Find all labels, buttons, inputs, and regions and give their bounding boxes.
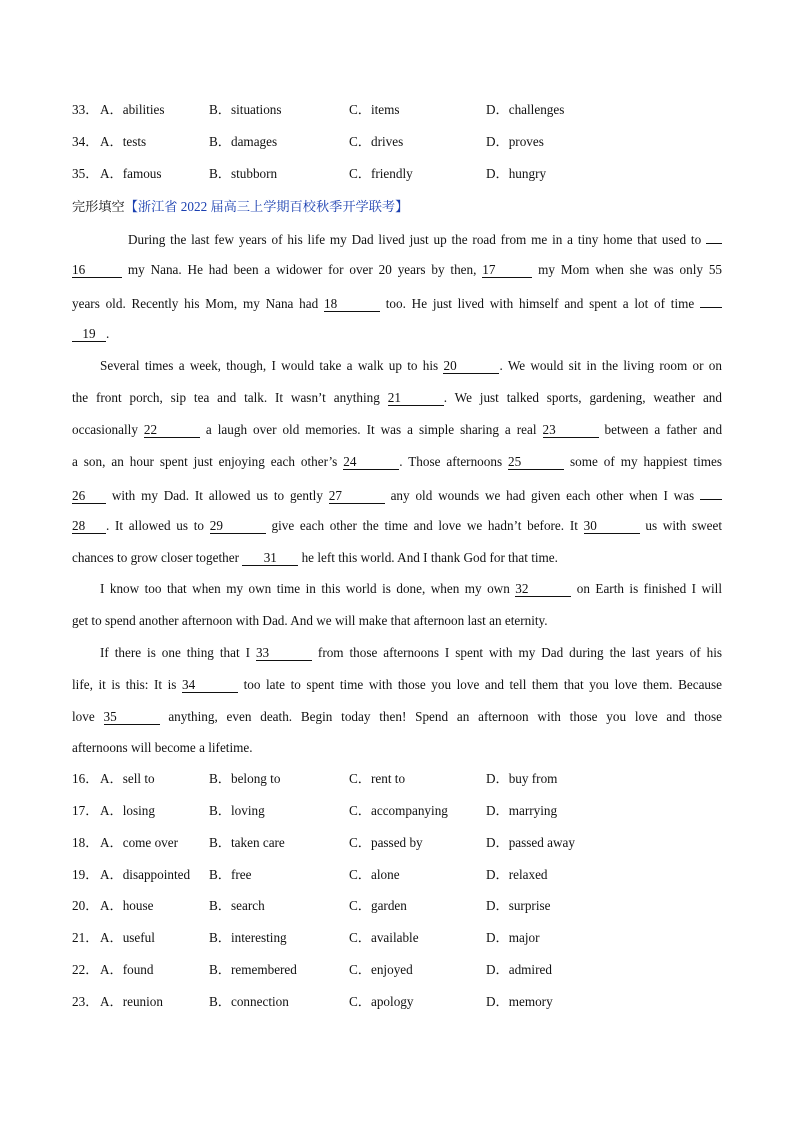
option-b: B．remembered xyxy=(209,962,297,977)
passage-line: years old. Recently his Mom, my Nana had 18 too. He just lived with himself and spent a lot of time xyxy=(72,292,722,312)
option-d: D．marrying xyxy=(486,803,558,818)
option-b: B．free xyxy=(209,867,252,882)
blank-24: 24 xyxy=(343,454,399,470)
passage-line: life, it is this: It is 34 too late to spent time with those you love and tell them that you love them. Because xyxy=(72,677,723,692)
option-d: D．relaxed xyxy=(486,867,548,882)
section-label: 完形填空 xyxy=(72,199,125,214)
passage-line: a son, an hour spent just enjoying each other’s 24 . Those afternoons 25 some of my happiest times xyxy=(72,454,722,469)
blank-17: 17 xyxy=(482,262,532,278)
blank-25: 25 xyxy=(508,454,564,470)
option-d: D．passed away xyxy=(486,835,575,850)
option-b: B．interesting xyxy=(209,930,287,945)
option-b: B．connection xyxy=(209,994,289,1009)
option-a: A．famous xyxy=(100,166,162,181)
option-c: C．apology xyxy=(349,994,414,1009)
option-d: D．buy from xyxy=(486,771,558,786)
blank-28: 28 xyxy=(72,518,106,534)
passage-line: get to spend another afternoon with Dad. And we will make that afternoon last an eternity. xyxy=(72,613,548,628)
option-b: B．damages xyxy=(209,134,278,149)
option-c: C．items xyxy=(349,102,400,117)
question-number: 35． xyxy=(72,166,99,181)
blank-29: 29 xyxy=(210,518,266,534)
blank-16: 16 xyxy=(72,262,122,278)
option-c: C．passed by xyxy=(349,835,423,850)
passage-line: the front porch, sip tea and talk. It wasn’t anything 21 . We just talked sports, gardening, weather and xyxy=(72,390,722,405)
passage-line: Several times a week, though, I would take a walk up to his 20 . We would sit in the living room or on xyxy=(100,358,722,373)
option-b: B．taken care xyxy=(209,835,285,850)
option-a: A．house xyxy=(100,898,154,913)
blank-19-start xyxy=(700,292,722,308)
option-a: A．reunion xyxy=(100,994,163,1009)
blank-27: 27 xyxy=(329,488,385,504)
option-a: A．sell to xyxy=(100,771,155,786)
blank-23: 23 xyxy=(543,422,599,438)
passage-line: 16 my Nana. He had been a widower for over 20 years by then, 17 my Mom when she was only 55 xyxy=(72,262,723,277)
question-number: 19． xyxy=(72,867,99,882)
question-number: 18． xyxy=(72,835,99,850)
question-number: 23． xyxy=(72,994,99,1009)
option-c: C．enjoyed xyxy=(349,962,413,977)
option-a: A．losing xyxy=(100,803,155,818)
blank-19: 19 xyxy=(72,326,106,342)
blank-34: 34 xyxy=(182,677,238,693)
option-d: D．hungry xyxy=(486,166,547,181)
blank-18: 18 xyxy=(324,296,380,312)
passage-line: I know too that when my own time in this world is done, when my own 32 on Earth is finished I will xyxy=(100,581,723,596)
blank-22: 22 xyxy=(144,422,200,438)
blank-20: 20 xyxy=(443,358,499,374)
option-a: A．abilities xyxy=(100,102,165,117)
option-a: A．come over xyxy=(100,835,178,850)
passage-line: occasionally 22 a laugh over old memories. It was a simple sharing a real 23 between a father and xyxy=(72,422,723,437)
question-number: 33． xyxy=(72,102,99,117)
option-b: B．loving xyxy=(209,803,265,818)
blank-35: 35 xyxy=(104,709,160,725)
option-b: B．situations xyxy=(209,102,282,117)
section-source: 【浙江省 2022 届高三上学期百校秋季开学联考】 xyxy=(124,199,409,214)
option-c: C．alone xyxy=(349,867,400,882)
option-d: D．proves xyxy=(486,134,544,149)
question-number: 16． xyxy=(72,771,99,786)
option-c: C．rent to xyxy=(349,771,406,786)
option-c: C．drives xyxy=(349,134,404,149)
blank-30: 30 xyxy=(584,518,640,534)
passage-line: love 35 anything, even death. Begin today then! Spend an afternoon with those you love and those xyxy=(72,709,723,724)
passage-line: 26 with my Dad. It allowed us to gently 27 any old wounds we had given each other when I was xyxy=(72,484,722,504)
question-number: 17． xyxy=(72,803,99,818)
question-number: 34． xyxy=(72,134,99,149)
option-d: D．memory xyxy=(486,994,553,1009)
option-d: D．surprise xyxy=(486,898,551,913)
option-d: D．challenges xyxy=(486,102,565,117)
option-a: A．found xyxy=(100,962,154,977)
option-d: D．major xyxy=(486,930,540,945)
blank-31: 31 xyxy=(242,550,298,566)
question-number: 20． xyxy=(72,898,99,913)
blank-16-start xyxy=(706,228,722,244)
blank-26: 26 xyxy=(72,488,106,504)
option-a: A．disappointed xyxy=(100,867,191,882)
question-number: 22． xyxy=(72,962,99,977)
option-b: B．belong to xyxy=(209,771,281,786)
option-c: C．accompanying xyxy=(349,803,448,818)
option-c: C．friendly xyxy=(349,166,413,181)
question-number: 21． xyxy=(72,930,99,945)
passage-line: chances to grow closer together 31 he left this world. And I thank God for that time. xyxy=(72,550,558,565)
passage-line: 19 . xyxy=(72,324,722,344)
section-heading xyxy=(72,197,408,217)
option-c: C．available xyxy=(349,930,419,945)
option-a: A．tests xyxy=(100,134,147,149)
passage-line: afternoons will become a lifetime. xyxy=(72,740,253,755)
option-b: B．search xyxy=(209,898,265,913)
option-a: A．useful xyxy=(100,930,155,945)
passage-line: If there is one thing that I 33 from those afternoons I spent with my Dad during the last years of his xyxy=(100,645,723,660)
option-b: B．stubborn xyxy=(209,166,278,181)
blank-32: 32 xyxy=(515,581,571,597)
blank-28-start xyxy=(700,484,722,500)
passage-line: During the last few years of his life my Dad lived just up the road from me in a tiny home that used to xyxy=(72,228,722,248)
blank-21: 21 xyxy=(388,390,444,406)
blank-33: 33 xyxy=(256,645,312,661)
option-c: C．garden xyxy=(349,898,407,913)
option-d: D．admired xyxy=(486,962,552,977)
passage-line: 28 . It allowed us to 29 give each other the time and love we hadn’t before. It 30 us with sweet xyxy=(72,518,723,533)
